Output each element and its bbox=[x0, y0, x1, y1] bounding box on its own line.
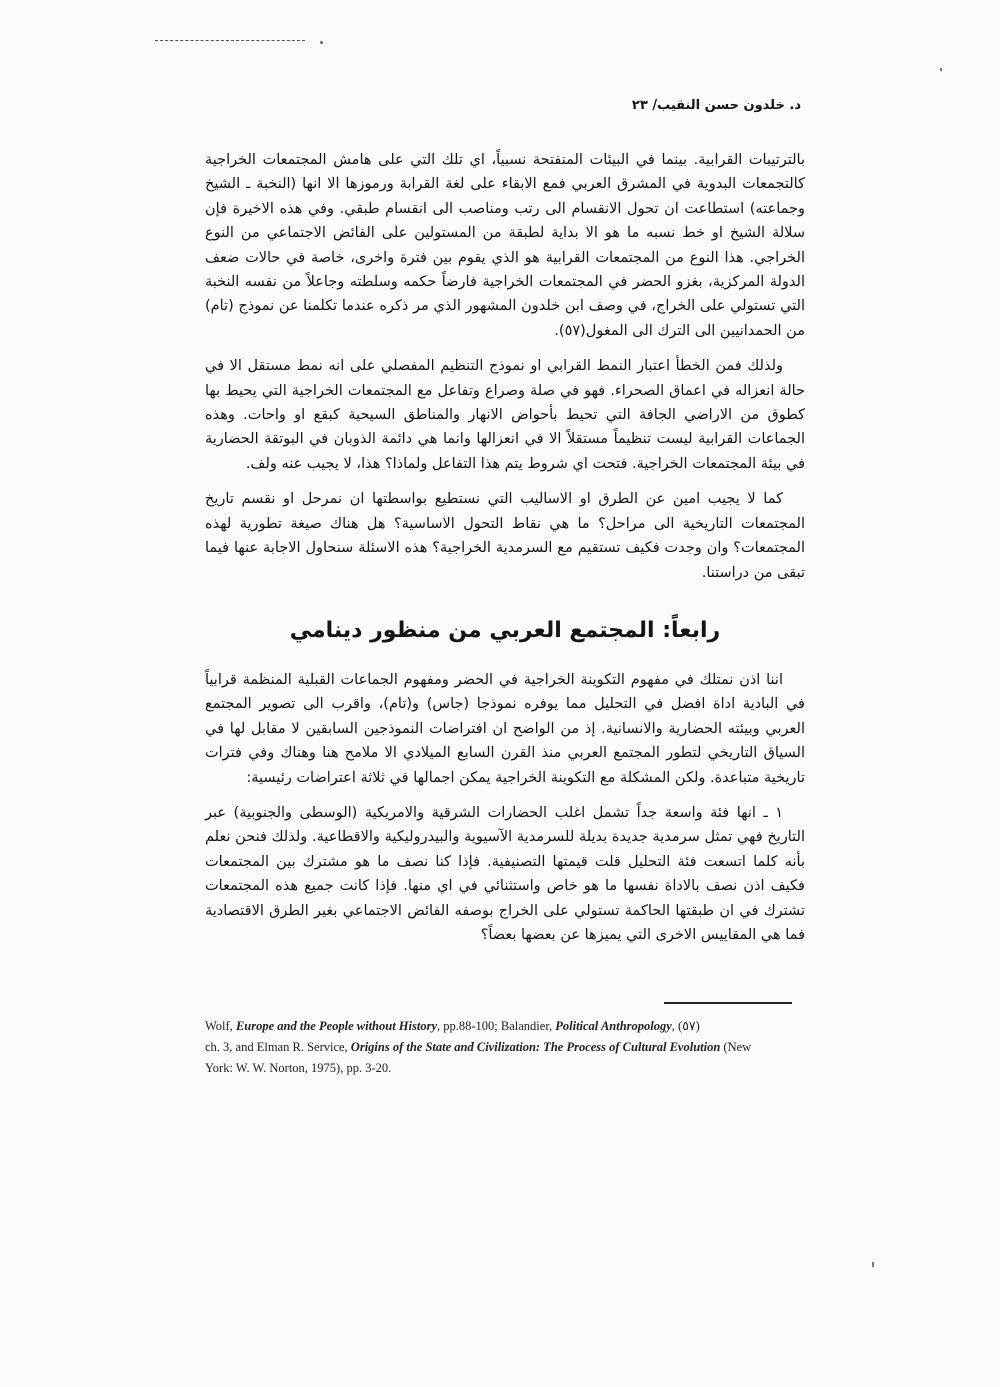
top-scan-rule bbox=[155, 40, 305, 41]
footnote-text: ch. 3, and Elman R. Service, bbox=[205, 1040, 351, 1054]
running-header: د. خلدون حسن النقيب/ ٢٣ bbox=[631, 98, 801, 113]
section-body-text bbox=[205, 668, 805, 958]
footnote-number: , (٥٧) bbox=[671, 1019, 700, 1033]
section-heading: رابعاً: المجتمع العربي من منظور دينامي bbox=[289, 618, 721, 643]
footnote-text: (New bbox=[720, 1040, 752, 1054]
footnote bbox=[205, 1016, 805, 1079]
scan-mark bbox=[940, 68, 942, 71]
footnote-line bbox=[205, 1016, 805, 1037]
footnote-title: Origins of the State and Civilization: The Process of Cultural Evolution bbox=[350, 1040, 721, 1054]
body-text bbox=[205, 148, 805, 596]
footnote-title: Europe and the People without History bbox=[235, 1019, 437, 1033]
paragraph: كما لا يجيب امين عن الطرق او الاساليب التي نستطيع بواسطتها ان نمرحل او نقسم تاريخ المجتمعات التاريخية الى مراحل؟ ما هي نقاط التحول الاساسية؟ هل هناك صيغة تطورية لهذه المجتمعات؟ وان وجدت فكيف تستقيم مع السرمدية الخراجية؟ هذه الاسئلة سنحاول الاجابة عنها فيما تبقى من دراستنا. bbox=[205, 491, 805, 581]
footnote-text: , pp.88-100; Balandier, bbox=[437, 1019, 556, 1033]
footnote-line bbox=[205, 1037, 805, 1058]
footnote-text: Wolf, bbox=[205, 1019, 236, 1033]
footnote-line: York: W. W. Norton, 1975), pp. 3-20. bbox=[205, 1061, 392, 1075]
scan-mark bbox=[872, 1262, 874, 1267]
scan-dot bbox=[320, 41, 323, 44]
paragraph: اننا اذن نمتلك في مفهوم التكوينة الخراجية في الحضر ومفهوم الجماعات القبلية المنظمة قرابياً في البادية اداة افضل في التحليل مما يوفره نموذجا (جاس) و(تام)، واقرب الى تصوير المجتمع العربي وبيئته الحضارية والانسانية. إذ من الواضح ان افتراضات النموذجين السابقين لا مقابل لها في السياق التاريخي لتطور المجتمع العربي منذ القرن السابع الميلادي الا ملامح هنا وهناك وفي فترات تاريخية متباعدة. ولكن المشكلة مع التكوينة الخراجية يمكن اجمالها في ثلاثة اعتراضات رئيسية: bbox=[205, 672, 805, 786]
footnote-rule bbox=[664, 1002, 792, 1004]
paragraph: ١ ـ انها فئة واسعة جداً تشمل اغلب الحضارات الشرقية والامريكية (الوسطى والجنوبية) عبر التاريخ فهي تمثل سرمدية جديدة بديلة للسرمدية الآسيوية والبيدروليكية والاقطاعية. ولذلك فنحن نعلم بأنه كلما اتسعت فئة التحليل قلت قيمتها التصنيفية. فإذا كنا نصف ما هو مشترك بين المجتمعات فكيف اذن نصف بالاداة نفسها ما هو خاص واستثنائي في اي منها. فإذا كانت جميع هذه المجتمعات تشترك في ان طبقتها الحاكمة تستولي على الخراج بوصفه الفائض الاجتماعي بغير الطرق الاقتصادية فما هي المقاييس الاخرى التي يميزها عن بعضها بعضاً؟ bbox=[205, 805, 805, 944]
paragraph: ولذلك فمن الخطأ اعتبار النمط القرابي او نموذج التنظيم المفصلي على انه نمط مستقل الا في حالة انعزاله في اعماق الصحراء. فهو في صلة وصراع وتفاعل مع المجتمعات الخراجية التي يحيط بها كطوق من الاراضي الجافة التي تحيط بأحواض الانهار والمناطق السيحية كبقع او واحات. وهذه الجماعات القرابية ليست تنظيماً مستقلاً الا في انعزالها وانما هي دائمة الذوبان في البوتقة الحضارية في بيئة المجتمعات الخراجية. فتحت اي شروط يتم هذا التفاعل ولماذا؟ هذا، لا يجيب عنه ولف. bbox=[205, 358, 805, 472]
paragraph: بالترتيبات القرابية. بينما في البيئات المنفتحة نسبياً، اي تلك التي على هامش المجتمعات الخراجية كالتجمعات البدوية في المشرق العربي فمع الابقاء على لغة القرابة ورموزها الا انها (النخبة ـ الشيخ وجماعته) استطاعت ان تحول الانقسام الى رتب ومناصب الى انقسام طبقي. وفي هذه الاخيرة فإن سلالة الشيخ او خط نسبه ما هو الا بداية لطبقة من المستولين على الفائض الاجتماعي من النوع الخراجي. هذا النوع من المجتمعات القرابية هو الذي يقوم بين فترة واخرى، خاصة في حالات ضعف الدولة المركزية، بغزو الحضر في المجتمعات الخراجية فارضاً حكمه وسلطته وجاعلاً من نفسه النخبة التي تستولي على الخراج، في وصف ابن خلدون المشهور الذي مر ذكره عندما تكلمنا عن نموذج (تام) من الحمدانيين الى الترك الى المغول(٥٧). bbox=[205, 152, 805, 339]
footnote-title: Political Anthropology bbox=[555, 1019, 672, 1033]
